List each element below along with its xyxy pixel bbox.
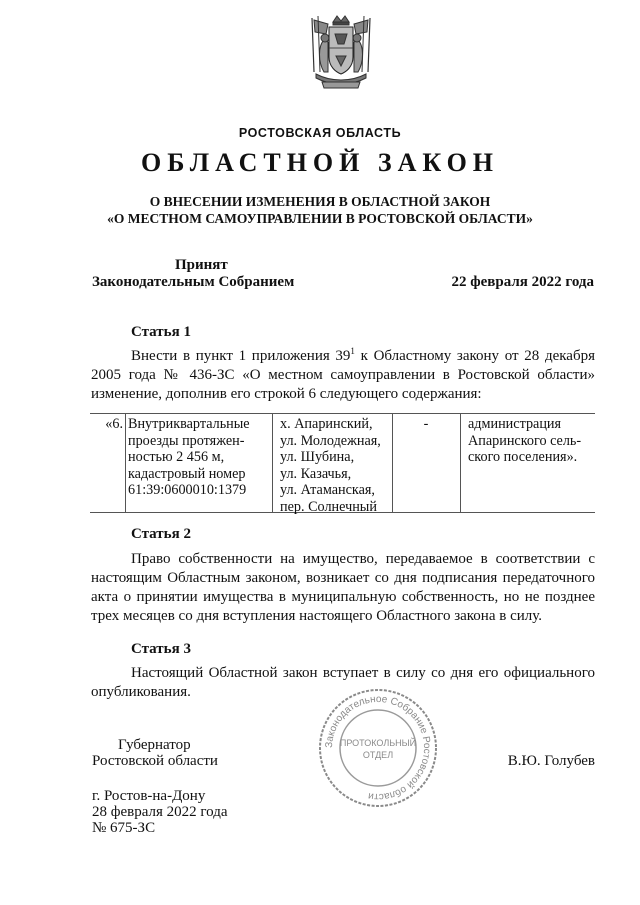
article-1-superscript: 1 [350,346,355,356]
stamp-center-line-1: ПРОТОКОЛЬНЫЙ [339,738,417,748]
object-line: кадастровый номер [128,465,246,482]
table-cell-dash: - [423,416,429,432]
object-line: Внутриквартальные [128,416,250,432]
document-type-title: ОБЛАСТНОЙ ЗАКОН [140,148,500,177]
article-1-heading: Статья 1 [131,324,191,340]
subtitle-line-1: О ВНЕСЕНИИ ИЗМЕНЕНИЯ В ОБЛАСТНОЙ ЗАКОН [149,194,491,209]
object-line: 61:39:0600010:1379 [128,482,247,498]
address-line: пер. Солнечный [280,498,377,515]
table-cell-recipient [468,413,595,513]
address-line: х. Апаринский, [280,416,373,432]
footer-date: 28 февраля 2022 года [92,804,228,820]
official-stamp-icon [316,686,440,810]
recipient-line: Апаринского сель- [468,432,582,449]
adopted-label: Принят [175,257,228,273]
stamp-ring-textpath: Законодательное Собрание Ростовской области [323,693,433,803]
object-line: проезды протяжен- [128,432,245,449]
address-line: ул. Казачья, [280,465,352,482]
article-3-heading: Статья 3 [131,641,191,657]
article-1-text-part1: Внести в пункт 1 приложения 39 [131,348,351,364]
law-subtitle [0,193,640,227]
object-line: ностью 2 456 м, [128,449,225,465]
signer-title-line-2: Ростовской области [92,753,218,769]
adoption-date: 22 февраля 2022 года [451,274,594,290]
amendment-table [90,413,595,513]
footer-law-number: № 675-ЗС [92,820,156,836]
table-cell-number: «6. [105,416,123,432]
coat-of-arms-icon [306,12,376,92]
article-1-text [91,347,595,404]
article-3-text: Настоящий Областной закон вступает в силу со дня его официального опубликования. [91,665,595,700]
table-cell-address [280,413,392,513]
footer-city: г. Ростов-на-Дону [92,788,206,804]
stamp-center-line-2: ОТДЕЛ [362,750,394,760]
recipient-line: администрация [468,416,562,432]
adopted-by: Законодательным Собранием [92,274,295,290]
subtitle-line-2: «О МЕСТНОМ САМОУПРАВЛЕНИИ В РОСТОВСКОЙ ОБЛАСТИ» [107,211,533,226]
article-2-heading: Статья 2 [131,526,191,542]
stamp-graphic [320,690,436,806]
article-1-text-part2: к Областному закону от 28 декабря 2005 года № 436-ЗС «О местном самоуправлении в Ростовской области» изменение, дополнив его строкой 6 следующего содержания: [91,348,595,402]
table-cell-object [128,413,272,513]
signer-name: В.Ю. Голубев [507,753,595,769]
address-line: ул. Шубина, [280,449,355,465]
article-2-text: Право собственности на имущество, передаваемое в соответствии с настоящим Областным законом, возникает со дня подписания передаточного акта о принятии имущества в муниципальную собственность, но не позднее трех месяцев со дня вступления настоящего Областного закона в силу. [91,551,595,624]
region-name: РОСТОВСКАЯ ОБЛАСТЬ [238,126,402,140]
signer-title-line-1: Губернатор [118,737,191,753]
recipient-line: ского поселения». [468,449,578,465]
address-line: ул. Молодежная, [280,432,381,449]
address-line: ул. Атаманская, [280,482,375,498]
